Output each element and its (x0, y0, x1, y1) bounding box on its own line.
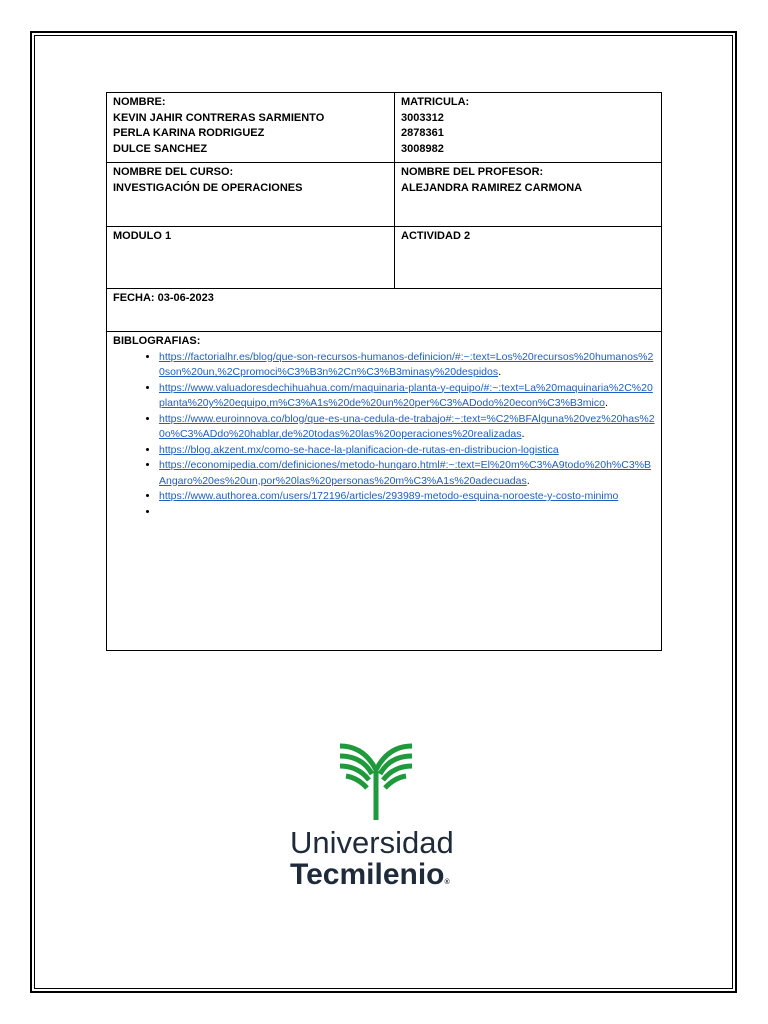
list-item-empty (159, 505, 655, 521)
matricula-label: MATRICULA: (401, 96, 470, 108)
module-label: MODULO 1 (113, 230, 172, 242)
logo-word-tecmilenio (290, 858, 450, 892)
bibliography-cell (107, 332, 662, 651)
tecmilenio-emblem-icon (336, 740, 416, 822)
list-item: • https://www.valuadoresdechihuahua.com/maquinaria-planta-y-equipo/#:~:text=La%20maquinaria%2C%20planta%20y%20equipo,m%C3%A1s%20de%20un%20per%C3%ADodo%20econ%C3%B3mico. (159, 381, 655, 412)
list-item: • https://factorialhr.es/blog/que-son-recursos-humanos-definicion/#:~:text=Los%20recursos%20humanos%20son%20un,%2Cpromoci%C3%B3n%2Cn%C3%B3minasy%20despidos. (159, 350, 655, 381)
names-row (107, 93, 662, 163)
module-cell (107, 227, 395, 289)
bibliography-link[interactable]: https://www.euroinnova.co/blog/que-es-una-cedula-de-trabajo#:~:text=%C2%BFAlguna%20vez%20has%20o%C3%ADdo%20hablar,de%20todas%20las%20operaciones%20realizadas (159, 412, 655, 440)
nombre-label: NOMBRE: (113, 96, 166, 108)
logo-word-tecmilenio-text: Tecmilenio (290, 858, 445, 891)
list-item (159, 489, 655, 505)
professor-cell (395, 163, 662, 227)
matricula-value: 3008982 (401, 142, 444, 155)
bibliography-link[interactable]: https://www.valuadoresdechihuahua.com/maquinaria-planta-y-equipo/#:~:text=La%20maquinaria%2C%20planta%20y%20equipo,m%C3%A1s%20de%20un%20per%C3%ADodo%20econ%C3%B3mico (159, 381, 653, 409)
list-item: • https://www.euroinnova.co/blog/que-es-una-cedula-de-trabajo#:~:text=%C2%BFAlguna%20vez%20has%20o%C3%ADdo%20hablar,de%20todas%20las%20operaciones%20realizadas. (159, 412, 655, 443)
bibliography-row (107, 332, 662, 651)
professor-label: NOMBRE DEL PROFESOR: (401, 166, 544, 178)
module-row (107, 227, 662, 289)
date-label: FECHA: 03-06-2023 (113, 292, 214, 304)
bibliography-link[interactable]: https://economipedia.com/definiciones/metodo-hungaro.html#:~:text=El%20m%C3%A9todo%20h%C3%BAngaro%20es%20un,por%20las%20personas%20m%C3%A1s%20adecuadas (159, 459, 652, 487)
matricula-cell (395, 93, 662, 163)
list-item (159, 443, 655, 459)
course-cell (107, 163, 395, 227)
course-label: NOMBRE DEL CURSO: (113, 166, 234, 178)
student-name: DULCE SANCHEZ (113, 142, 208, 155)
list-item: • https://economipedia.com/definiciones/metodo-hungaro.html#:~:text=El%20m%C3%A9todo%20h%C3%BAngaro%20es%20un,por%20las%20personas%20m%C3%A1s%20adecuadas. (159, 458, 655, 489)
bibliography-list (113, 350, 655, 521)
info-table (106, 92, 662, 651)
logo-word-universidad: Universidad (290, 825, 454, 860)
bibliography-link[interactable]: https://factorialhr.es/blog/que-son-recursos-humanos-definicion/#:~:text=Los%20recursos%20humanos%20son%20un,%2Cpromoci%C3%B3n%2Cn%C3%B3minasy%20despidos (159, 350, 654, 378)
student-name: KEVIN JAHIR CONTRERAS SARMIENTO (113, 111, 325, 124)
student-name: PERLA KARINA RODRIGUEZ (113, 127, 265, 139)
matricula-value: 2878361 (401, 127, 444, 139)
bibliography-link[interactable]: https://www.authorea.com/users/172196/articles/293989-metodo-esquina-noroeste-y-costo-minimo (159, 490, 619, 502)
registered-mark: ® (444, 879, 450, 886)
activity-label: ACTIVIDAD 2 (401, 230, 471, 242)
date-cell (107, 289, 662, 332)
names-cell (107, 93, 395, 163)
matricula-value: 3003312 (401, 111, 444, 124)
activity-cell (395, 227, 662, 289)
professor-name: ALEJANDRA RAMIREZ CARMONA (401, 181, 583, 194)
course-name: INVESTIGACIÓN DE OPERACIONES (113, 181, 303, 194)
bibliography-title: BIBLOGRAFIAS: (113, 335, 201, 347)
date-row (107, 289, 662, 332)
bibliography-link[interactable]: https://blog.akzent.mx/como-se-hace-la-planificacion-de-rutas-en-distribucion-logistica (159, 443, 559, 456)
university-logo (290, 740, 470, 890)
course-row (107, 163, 662, 227)
